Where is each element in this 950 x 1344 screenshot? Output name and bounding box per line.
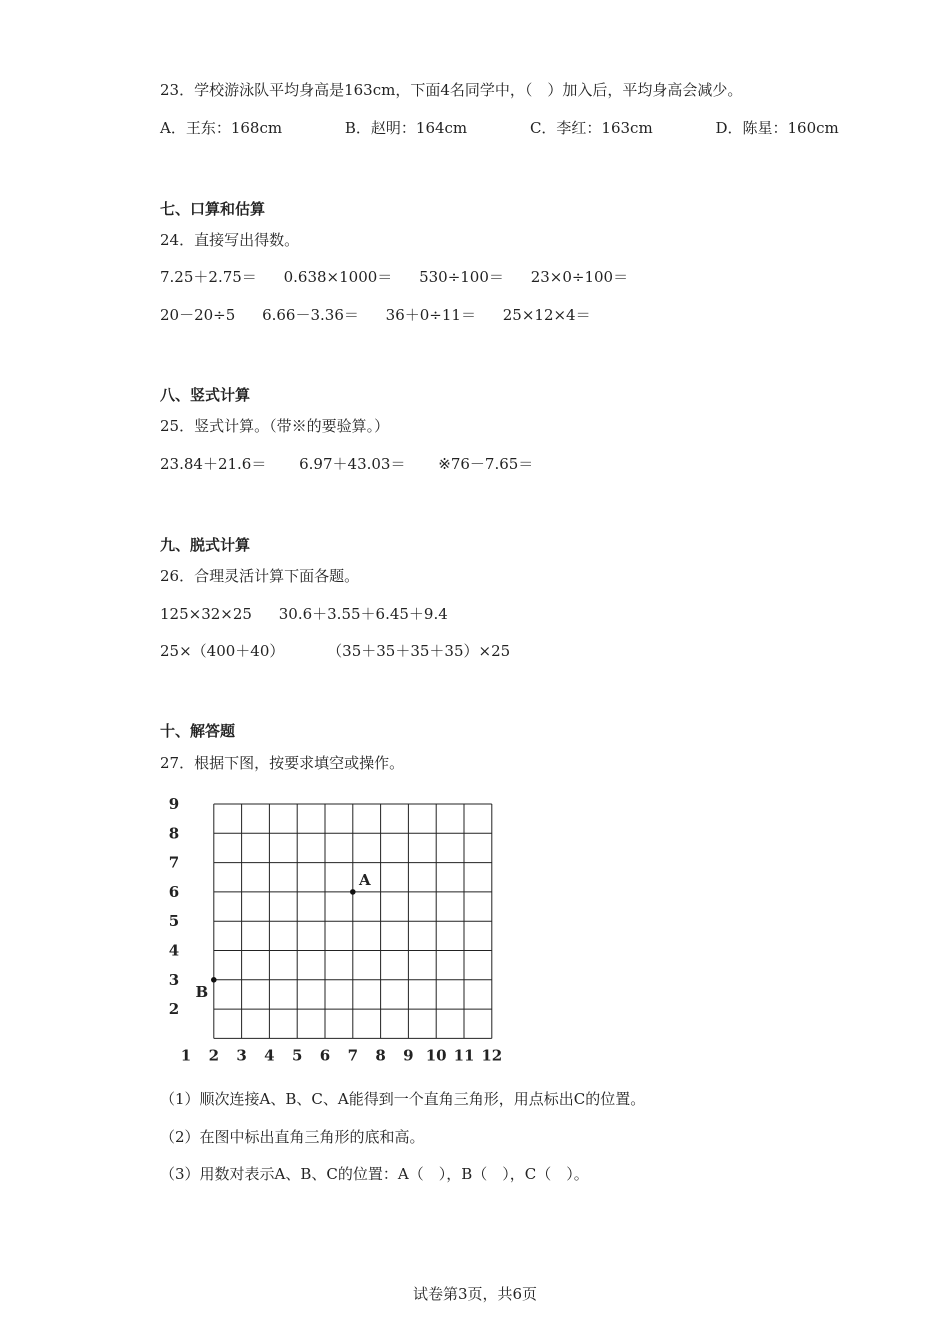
q24-expr: 20－20÷5 <box>160 306 236 324</box>
q24-expr: 36＋0÷11＝ <box>385 306 476 324</box>
section10-title: 十、解答题 <box>160 722 236 740</box>
y-axis-tick-label: 5 <box>168 912 180 931</box>
q27-subq-3: （3）用数对表示A、B、C的位置：A（ ），B（ ），C（ ）。 <box>160 1165 589 1183</box>
q24-expr: 25×12×4＝ <box>502 306 591 324</box>
y-axis-tick-label: 7 <box>168 853 180 872</box>
q23-option-d: D．陈星：160cm <box>715 119 839 137</box>
q25-expr: 6.97＋43.03＝ <box>299 455 406 473</box>
q27-stem: 27．根据下图，按要求填空或操作。 <box>160 754 405 772</box>
q23-option-c: C．李红：163cm <box>529 119 653 137</box>
q26-row2 <box>160 641 548 661</box>
x-axis-tick-label: 7 <box>347 1046 359 1065</box>
x-axis-tick-label: 1 <box>180 1046 192 1065</box>
q24-expr: 23×0÷100＝ <box>530 268 629 286</box>
q26-stem: 26．合理灵活计算下面各题。 <box>160 567 360 585</box>
q25-stem: 25．竖式计算。（带※的要验算。） <box>160 417 390 435</box>
x-axis-tick-label: 3 <box>236 1046 247 1065</box>
q27-subq-1: （1）顺次连接A、B、C、A能得到一个直角三角形，用点标出C的位置。 <box>160 1090 646 1108</box>
q25-row <box>160 454 561 474</box>
q23-option-a: A．王东：168cm <box>160 119 283 137</box>
q24-expr: 530÷100＝ <box>419 268 504 286</box>
q24-expr: 6.66－3.36＝ <box>262 306 359 324</box>
q24-expr: 7.25＋2.75＝ <box>160 268 257 286</box>
q24-expr: 0.638×1000＝ <box>283 268 393 286</box>
q24-stem: 24．直接写出得数。 <box>160 231 300 249</box>
x-axis-tick-label: 12 <box>481 1046 503 1065</box>
point-b-marker <box>211 977 217 983</box>
section9-title: 九、脱式计算 <box>160 536 251 554</box>
point-a-label: A <box>358 870 371 889</box>
page-footer: 试卷第3页，共6页 <box>412 1285 538 1303</box>
q23-stem: 23．学校游泳队平均身高是163cm，下面4名同学中，（ ）加入后，平均身高会减少。 <box>160 81 743 99</box>
q25-expr: ※76－7.65＝ <box>438 455 534 473</box>
q26-expr: 25×（400＋40） <box>160 642 285 660</box>
q23-options <box>160 118 897 138</box>
q27-subq-2: （2）在图中标出直角三角形的底和高。 <box>160 1128 425 1146</box>
point-a-marker <box>350 889 356 895</box>
q24-row1 <box>160 267 650 287</box>
section7-title: 七、口算和估算 <box>160 200 266 218</box>
x-axis-tick-label: 9 <box>403 1046 414 1065</box>
x-axis-tick-label: 4 <box>264 1046 275 1065</box>
q26-expr: 30.6＋3.55＋6.45＋9.4 <box>278 605 448 623</box>
x-axis-tick-label: 2 <box>208 1046 220 1065</box>
y-axis-tick-label: 3 <box>168 970 180 989</box>
q26-expr: （35＋35＋35＋35）×25 <box>327 642 511 660</box>
y-axis-tick-label: 4 <box>168 941 180 960</box>
x-axis-tick-label: 8 <box>375 1046 386 1065</box>
y-axis-tick-label: 9 <box>168 795 180 813</box>
y-axis-tick-label: 8 <box>168 824 180 843</box>
x-axis-tick-label: 10 <box>425 1046 447 1065</box>
x-axis-tick-label: 11 <box>453 1046 475 1065</box>
q25-expr: 23.84＋21.6＝ <box>160 455 267 473</box>
coordinate-grid <box>160 790 520 1070</box>
point-b-label: B <box>195 982 209 1001</box>
q26-row1 <box>160 604 470 624</box>
section8-title: 八、竖式计算 <box>160 386 251 404</box>
q26-expr: 125×32×25 <box>160 605 252 623</box>
x-axis-tick-label: 6 <box>319 1046 331 1065</box>
y-axis-tick-label: 6 <box>168 882 180 901</box>
y-axis-tick-label: 2 <box>168 1000 180 1019</box>
x-axis-tick-label: 5 <box>291 1046 303 1065</box>
q23-option-b: B．赵明：164cm <box>344 119 468 137</box>
q24-row2 <box>160 305 613 325</box>
